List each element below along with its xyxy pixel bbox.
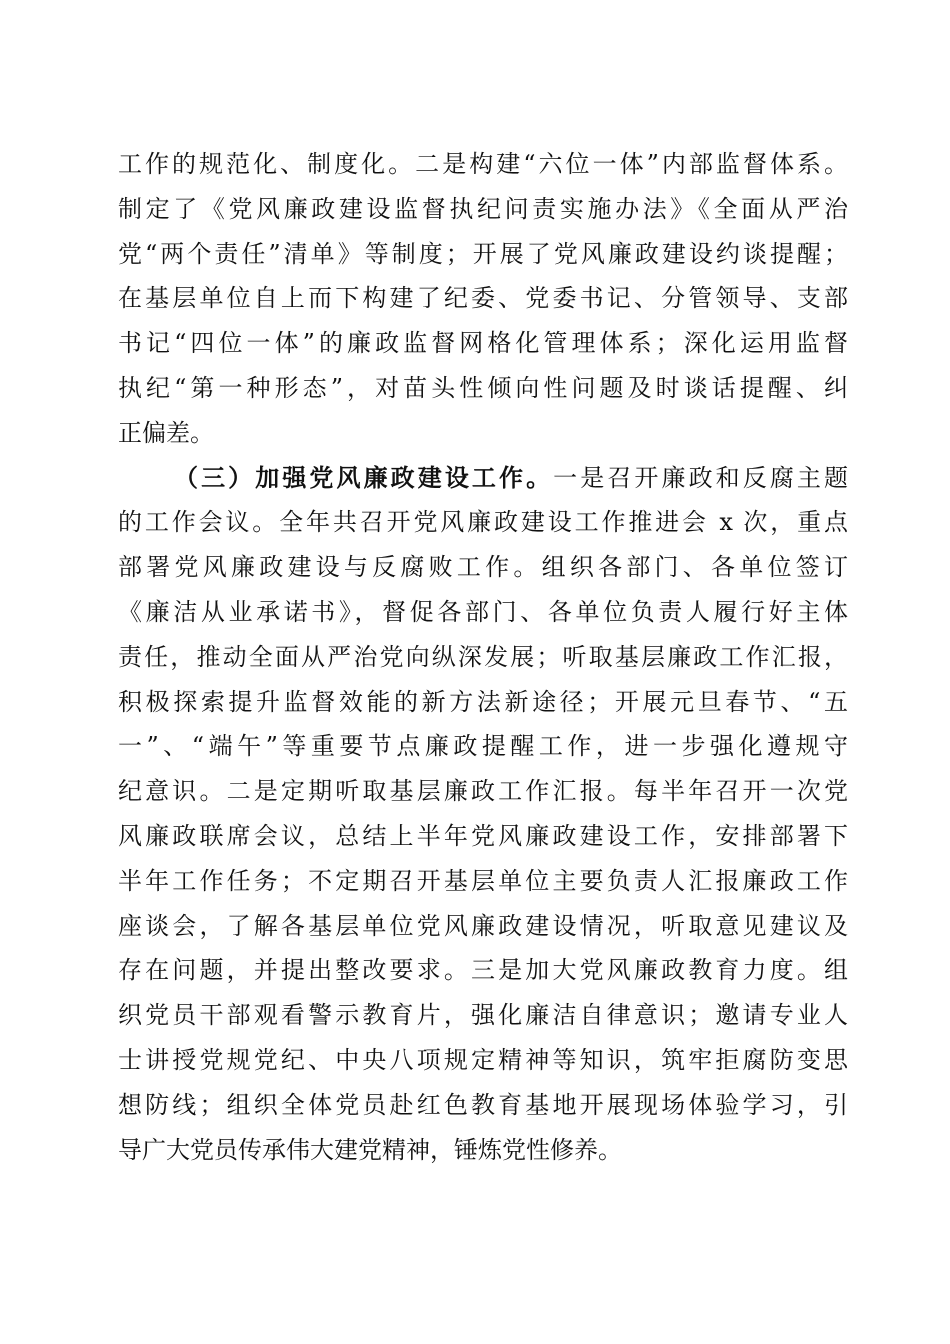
paragraph-line: 士讲授党规党纪、中央八项规定精神等知识，筑牢拒腐防变思 [118,1045,848,1074]
paragraph-line: 存在问题，并提出整改要求。三是加大党风廉政教育力度。组 [118,956,848,985]
paragraph-line: 部署党风廉政建设与反腐败工作。组织各部门、各单位签订 [118,553,848,582]
section-first-line-text: 一是召开廉政和反腐主题 [553,463,849,492]
paragraph-line: 责任，推动全面从严治党向纵深发展；听取基层廉政工作汇报， [118,642,848,671]
paragraph-line: 一”、“端午”等重要节点廉政提醒工作，进一步强化遵规守 [118,732,848,761]
paragraph-line: 党“两个责任”清单》等制度；开展了党风廉政建设约谈提醒； [118,239,848,268]
paragraph-line: 执纪“第一种形态”，对苗头性倾向性问题及时谈话提醒、纠 [118,373,848,402]
paragraph-line: 工作的规范化、制度化。二是构建“六位一体”内部监督体系。 [118,150,848,178]
paragraph-line: 正偏差。 [118,418,214,447]
paragraph-line: 想防线；组织全体党员赴红色教育基地开展现场体验学习，引 [118,1090,848,1119]
continuation-paragraph [118,142,848,456]
document-body [118,142,848,1172]
section-heading-line [118,456,848,501]
paragraph-line: 半年工作任务；不定期召开基层单位主要负责人汇报廉政工作 [118,866,848,895]
paragraph-line: 纪意识。二是定期听取基层廉政工作汇报。每半年召开一次党 [118,777,848,806]
paragraph-line: 《廉洁从业承诺书》，督促各部门、各单位负责人履行好主体 [118,597,848,626]
paragraph-line: 积极探索提升监督效能的新方法新途径；开展元旦春节、“五 [118,687,848,716]
paragraph-line: 风廉政联席会议，总结上半年党风廉政建设工作，安排部署下 [118,821,848,850]
paragraph-line: 制定了《党风廉政建设监督执纪问责实施办法》《全面从严治 [118,194,848,223]
paragraph-line: 织党员干部观看警示教育片，强化廉洁自律意识；邀请专业人 [118,1001,848,1030]
paragraph-line: 的工作会议。全年共召开党风廉政建设工作推进会 x 次，重点 [118,508,848,537]
paragraph-line: 书记“四位一体”的廉政监督网格化管理体系；深化运用监督 [118,329,848,358]
section-three-paragraph [118,456,848,1173]
paragraph-line: 导广大党员传承伟大建党精神，锤炼党性修养。 [118,1135,622,1164]
paragraph-line: 座谈会，了解各基层单位党风廉政建设情况，听取意见建议及 [118,911,848,940]
section-heading: （三）加强党风廉政建设工作。 [174,462,554,492]
paragraph-line: 在基层单位自上而下构建了纪委、党委书记、分管领导、支部 [118,284,848,313]
